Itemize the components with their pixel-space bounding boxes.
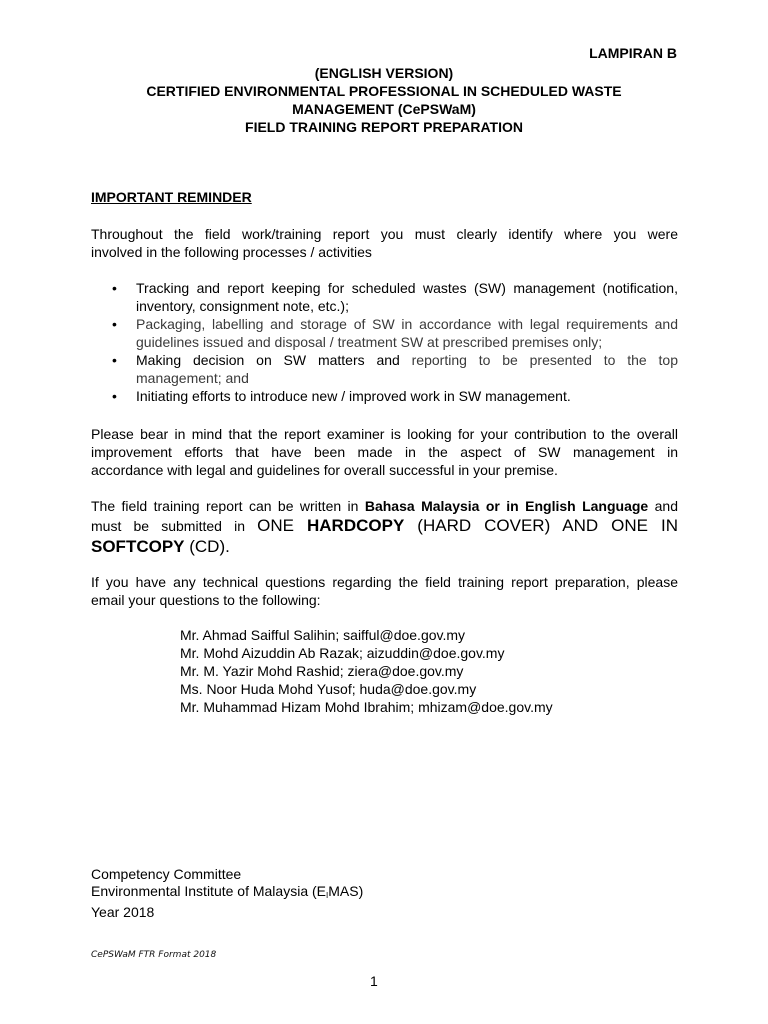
intro-line-2: involved in the following processes / activities (91, 244, 372, 260)
bullet-icon: • (112, 388, 117, 404)
important-reminder-title: IMPORTANT REMINDER (91, 189, 252, 205)
footer-block (91, 866, 363, 921)
contact-entry: Mr. Muhammad Hizam Mohd Ibrahim; mhizam@doe.gov.my (180, 699, 553, 715)
document-heading (90, 64, 678, 136)
year-label: Year 2018 (91, 904, 155, 920)
examiner-paragraph: Please bear in mind that the report examiner is looking for your contribution to the overall improvement efforts that have been made in the aspect of SW management in accordance with legal and guidelines for overall successful in your premise. (91, 426, 678, 478)
bullet-icon: • (112, 352, 117, 368)
intro-line-1: Throughout the field work/training report you must clearly identify where you were (91, 226, 678, 242)
bullet-icon: • (112, 280, 117, 296)
contact-list (180, 626, 553, 716)
heading-line-3: MANAGEMENT (CePSWaM) (292, 101, 476, 117)
heading-line-1: (ENGLISH VERSION) (314, 65, 454, 81)
list-item: • Packaging, labelling and storage of SW in accordance with legal requirements and guidelines issued and disposal / treatment SW at prescribed premises only; (112, 316, 678, 350)
questions-paragraph: If you have any technical questions regarding the field training report preparation, please email your questions to the following: (91, 574, 678, 608)
bullet-icon: • (112, 316, 117, 332)
contact-entry: Mr. Ahmad Saifful Salihin; saifful@doe.gov.my (180, 627, 466, 643)
list-item: • Initiating efforts to introduce new / improved work in SW management. (112, 388, 571, 404)
institute-name: Environmental Institute of Malaysia $(E_IMAS)$ (91, 883, 364, 900)
activity-list (112, 279, 678, 405)
page-number: 1 (370, 973, 378, 989)
contact-entry: Mr. Mohd Aizuddin Ab Razak; aizuddin@doe.gov.my (180, 645, 505, 661)
list-item: • Tracking and report keeping for scheduled wastes (SW) management (notification, inventory, consignment note, etc.); (112, 280, 678, 314)
intro-paragraph (91, 225, 678, 261)
appendix-label: LAMPIRAN B (589, 45, 677, 61)
submission-paragraph: The field training report can be written in Bahasa Malaysia or in English Language and must be submitted in ONE HARDCOPY (HARD COVER) AND ONE IN SOFTCOPY (CD). (91, 498, 679, 556)
handwritten-format-note: CePSWaM FTR Format 2018 (91, 950, 217, 960)
heading-line-2: CERTIFIED ENVIRONMENTAL PROFESSIONAL IN SCHEDULED WASTE (146, 83, 622, 99)
list-item: • Making decision on SW matters and reporting to be presented to the top management; and (112, 352, 678, 386)
heading-line-4: FIELD TRAINING REPORT PREPARATION (245, 119, 523, 135)
contact-entry: Mr. M. Yazir Mohd Rashid; ziera@doe.gov.my (180, 663, 464, 679)
contact-entry: Ms. Noor Huda Mohd Yusof; huda@doe.gov.my (180, 681, 477, 697)
committee-name: Competency Committee (91, 866, 242, 882)
